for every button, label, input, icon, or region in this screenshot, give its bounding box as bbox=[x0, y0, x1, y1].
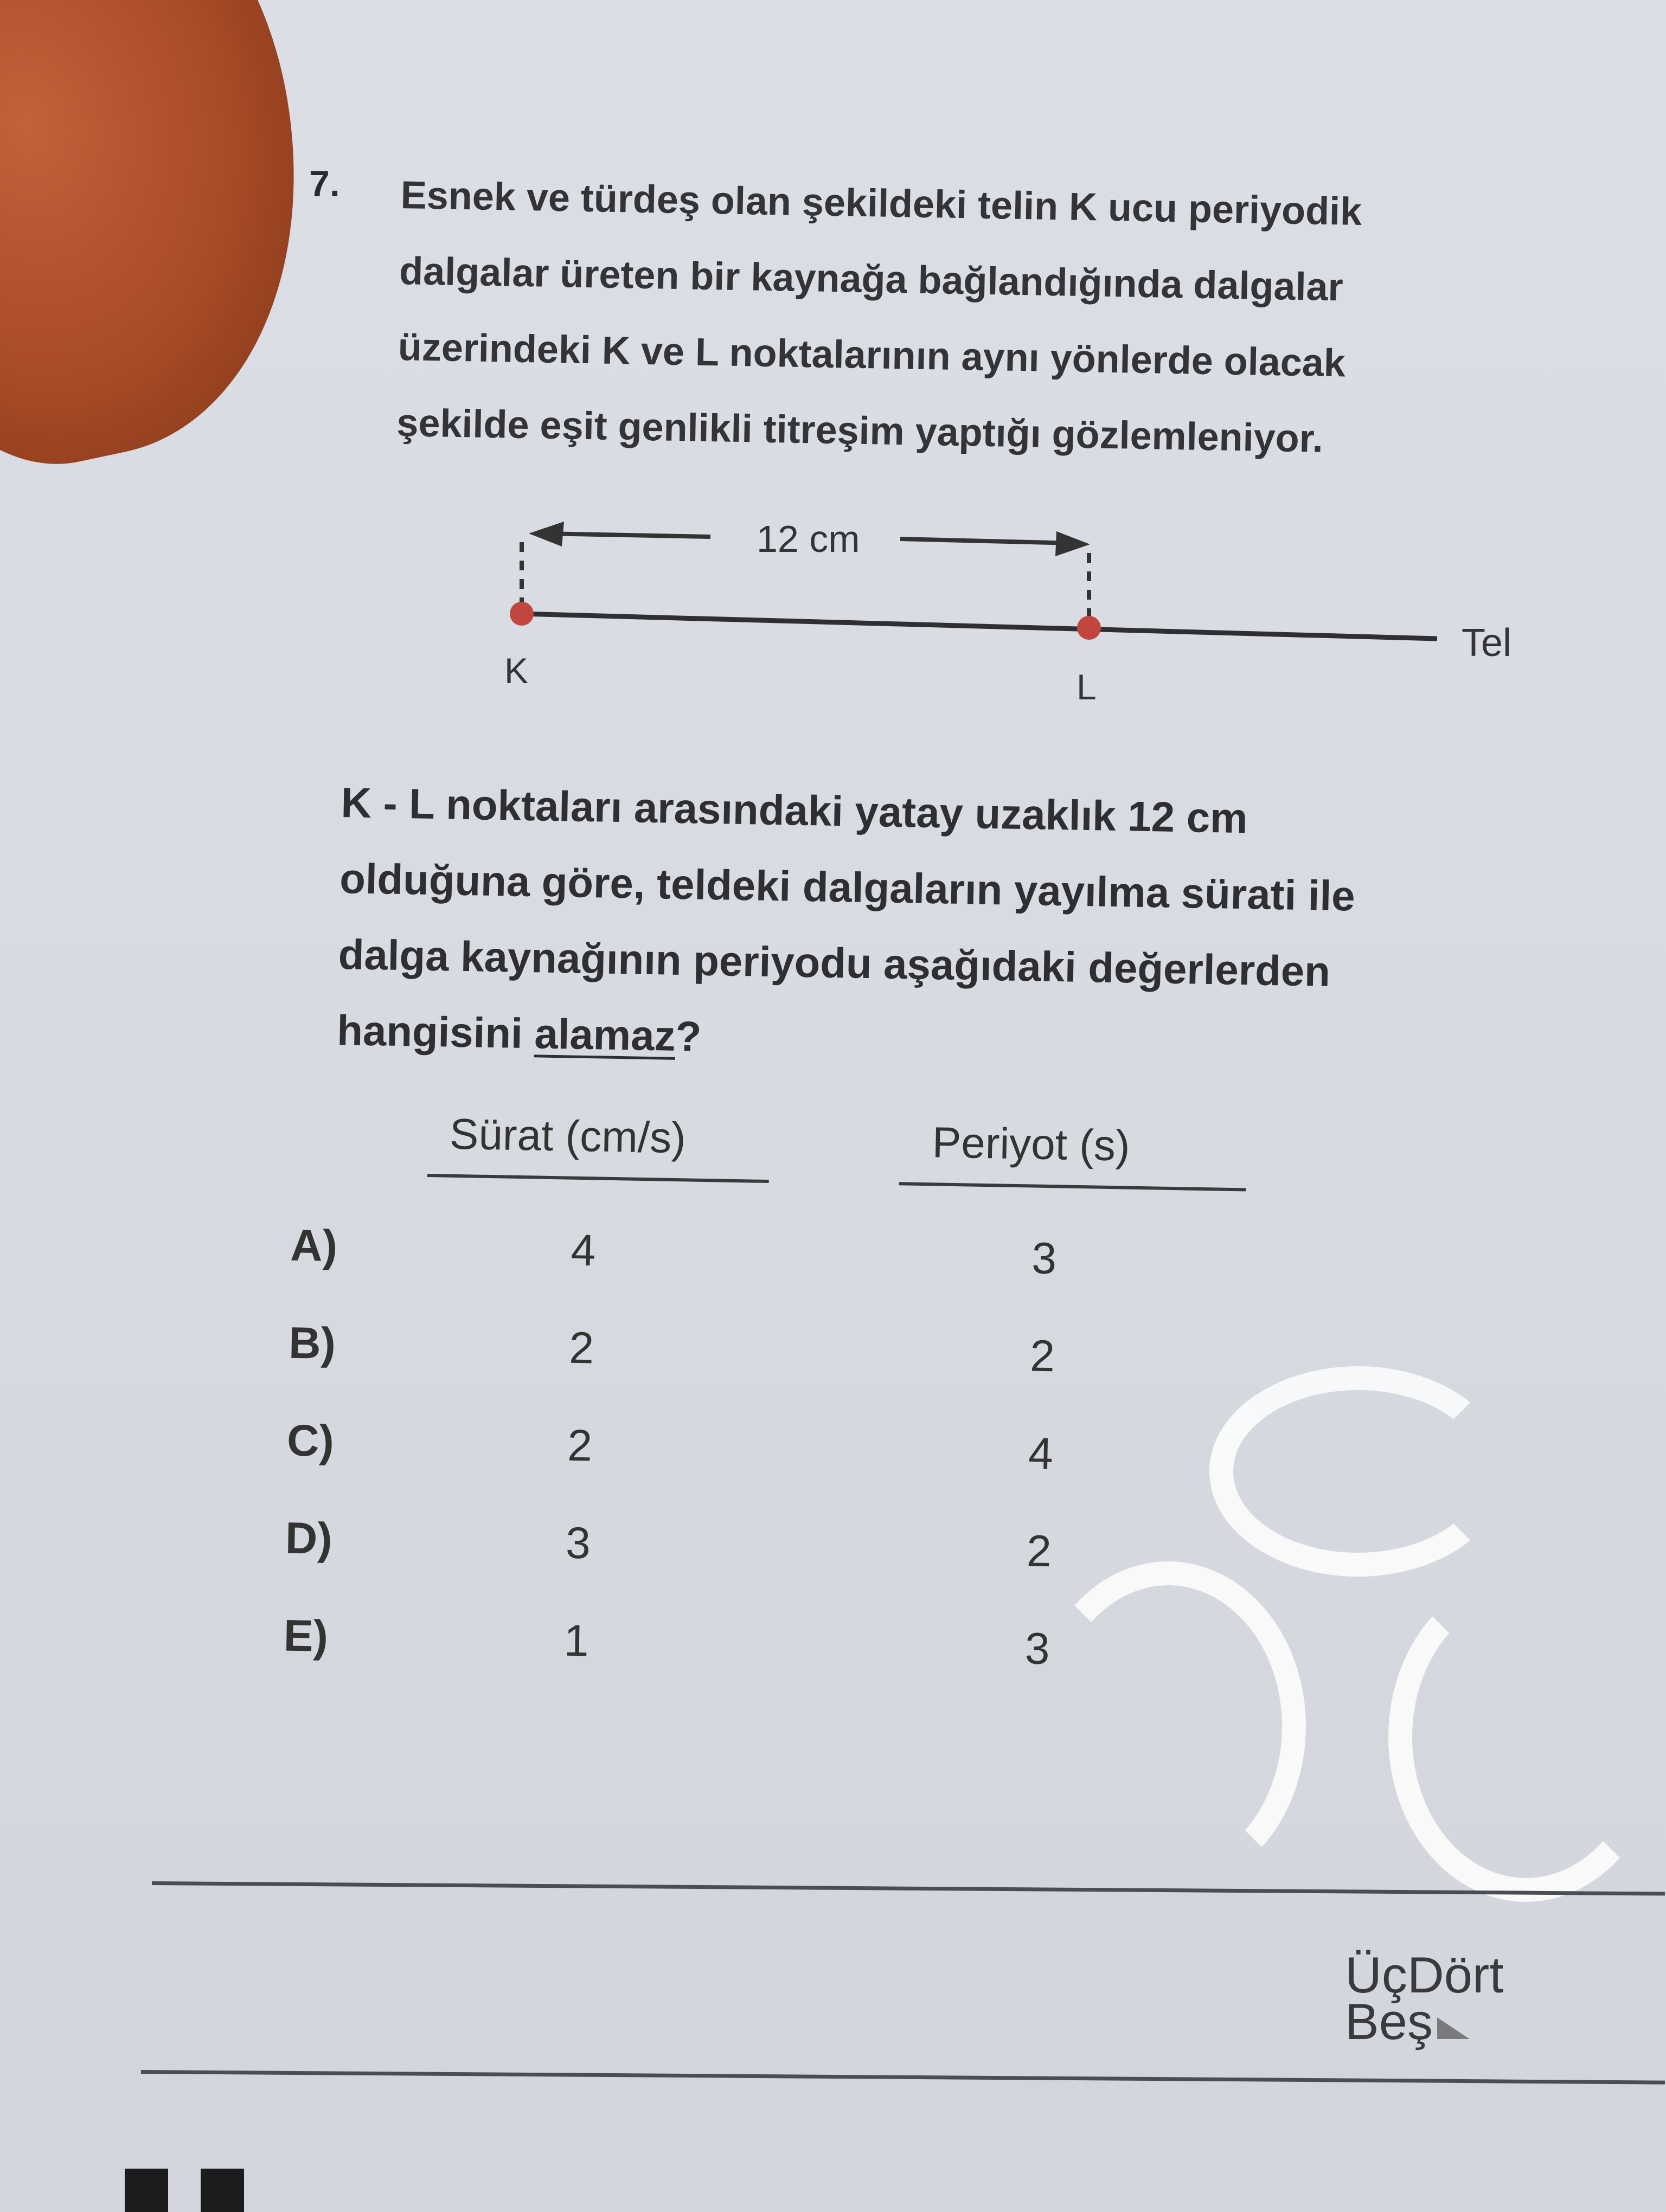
option-letter: E) bbox=[283, 1611, 329, 1661]
logo-triangle-icon bbox=[1437, 2017, 1470, 2039]
option-period: 4 bbox=[1028, 1429, 1054, 1479]
arrowhead-right-icon bbox=[1055, 531, 1090, 556]
logo-line-2: Beş bbox=[1345, 1998, 1503, 2045]
stem-line: Esnek ve türdeş olan şekildeki telin K ucu periyodik bbox=[400, 173, 1362, 234]
wire-label: Tel bbox=[1462, 621, 1512, 665]
option-speed: 2 bbox=[568, 1323, 594, 1373]
registration-mark bbox=[201, 2169, 244, 2212]
prompt-emphasis: alamaz bbox=[534, 1009, 676, 1060]
arrowhead-left-icon bbox=[529, 522, 564, 546]
prompt-suffix: ? bbox=[675, 1012, 702, 1060]
prompt-line: K - L noktaları arasındaki yatay uzaklık 12 cm bbox=[341, 778, 1248, 843]
speed-column-header: Sürat (cm/s) bbox=[449, 1109, 687, 1162]
option-speed: 2 bbox=[567, 1420, 593, 1471]
light-glare bbox=[1030, 1561, 1306, 1891]
logo-line-1: ÜçDört bbox=[1345, 1946, 1504, 2003]
option-letter: D) bbox=[285, 1513, 333, 1564]
option-letter: A) bbox=[290, 1220, 338, 1271]
stem-line: dalgalar üreten bir kaynağa bağlandığında dalgalar bbox=[399, 249, 1344, 310]
distance-arrow-right bbox=[900, 539, 1074, 543]
prompt-prefix: hangisini bbox=[336, 1006, 535, 1058]
stem-line: şekilde eşit genlikli titreşim yaptığı gözlemleniyor. bbox=[396, 401, 1324, 461]
option-letter: C) bbox=[286, 1416, 335, 1467]
question-number: 7. bbox=[309, 163, 340, 204]
distance-arrow-left bbox=[542, 533, 710, 537]
point-l-marker bbox=[1077, 616, 1101, 640]
publisher-logo bbox=[1345, 1946, 1504, 2050]
prompt-line: olduğuna göre, teldeki dalgaların yayılma sürati ile bbox=[339, 854, 1356, 920]
option-period: 2 bbox=[1029, 1331, 1055, 1381]
wire-line bbox=[521, 614, 1437, 639]
option-period: 2 bbox=[1026, 1526, 1052, 1577]
speed-header-rule bbox=[427, 1174, 769, 1183]
option-period: 3 bbox=[1031, 1233, 1057, 1284]
distance-label: 12 cm bbox=[757, 518, 860, 560]
light-glare bbox=[1209, 1366, 1507, 1577]
option-speed: 1 bbox=[563, 1616, 589, 1666]
option-letter: B) bbox=[288, 1318, 336, 1369]
option-period: 3 bbox=[1024, 1624, 1050, 1674]
prompt-line: dalga kaynağının periyodu aşağıdaki değerlerden bbox=[338, 930, 1331, 995]
option-speed: 3 bbox=[565, 1518, 591, 1568]
period-header-rule bbox=[899, 1182, 1246, 1191]
option-speed: 4 bbox=[570, 1225, 597, 1276]
stem-line: üzerindeki K ve L noktalarının aynı yönlerde olacak bbox=[398, 325, 1346, 385]
point-l-label: L bbox=[1077, 667, 1097, 707]
period-column-header: Periyot (s) bbox=[932, 1118, 1131, 1170]
registration-mark bbox=[125, 2169, 168, 2212]
light-glare bbox=[1388, 1572, 1664, 1902]
question-prompt bbox=[336, 764, 1588, 1090]
point-k-marker bbox=[510, 602, 534, 626]
point-k-label: K bbox=[504, 651, 529, 691]
